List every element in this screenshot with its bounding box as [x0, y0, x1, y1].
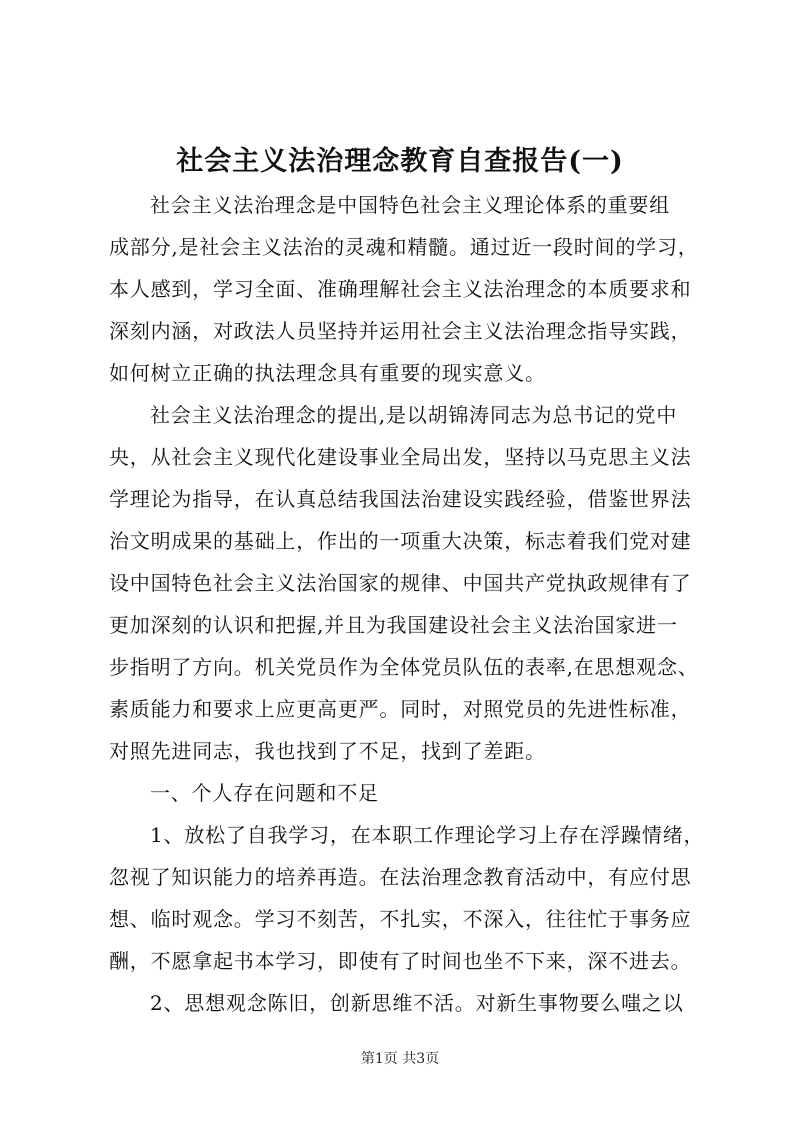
paragraph-line: 2、思想观念陈旧，创新思维不活。对新生事物要么嗤之以 — [150, 991, 684, 1015]
paragraph-line: 如何树立正确的执法理念具有重要的现实意义。 — [109, 361, 546, 385]
paragraph-line: 央，从社会主义现代化建设事业全局出发，坚持以马克思主义法 — [109, 445, 692, 469]
paragraph-line: 1、放松了自我学习，在本职工作理论学习上存在浮躁情绪， — [150, 823, 705, 847]
paragraph-line: 设中国特色社会主义法治国家的规律、中国共产党执政规律有了 — [109, 571, 692, 595]
paragraph-line: 本人感到，学习全面、准确理解社会主义法治理念的本质要求和 — [109, 277, 692, 301]
paragraph-line: 学理论为指导，在认真总结我国法治建设实践经验，借鉴世界法 — [109, 487, 692, 511]
paragraph-line: 深刻内涵，对政法人员坚持并运用社会主义法治理念指导实践， — [109, 319, 692, 343]
paragraph-line: 酬，不愿拿起书本学习，即使有了时间也坐不下来，深不进去。 — [109, 949, 692, 973]
paragraph-line: 忽视了知识能力的培养再造。在法治理念教育活动中，有应付思 — [109, 865, 692, 889]
document-title: 社会主义法治理念教育自查报告(一) — [176, 146, 624, 177]
paragraph-line: 素质能力和要求上应更高更严。同时，对照党员的先进性标准， — [109, 697, 692, 721]
paragraph-line: 想、临时观念。学习不刻苦，不扎实，不深入，往往忙于事务应 — [109, 907, 692, 931]
paragraph-line: 更加深刻的认识和把握,并且为我国建设社会主义法治国家进一 — [109, 613, 678, 637]
section-heading: 一、个人存在问题和不足 — [150, 781, 379, 805]
paragraph-line: 步指明了方向。机关党员作为全体党员队伍的表率,在思想观念、 — [109, 655, 699, 679]
paragraph-line: 治文明成果的基础上，作出的一项重大决策，标志着我们党对建 — [109, 529, 692, 553]
document-body — [109, 184, 711, 1024]
paragraph-line: 社会主义法治理念是中国特色社会主义理论体系的重要组 — [150, 193, 670, 217]
page-footer: 第1页 共3页 — [360, 1051, 440, 1067]
paragraph-line: 社会主义法治理念的提出,是以胡锦涛同志为总书记的党中 — [150, 403, 678, 427]
paragraph-line: 对照先进同志，我也找到了不足，找到了差距。 — [109, 739, 546, 763]
paragraph-line: 成部分,是社会主义法治的灵魂和精髓。通过近一段时间的学习， — [109, 235, 699, 259]
